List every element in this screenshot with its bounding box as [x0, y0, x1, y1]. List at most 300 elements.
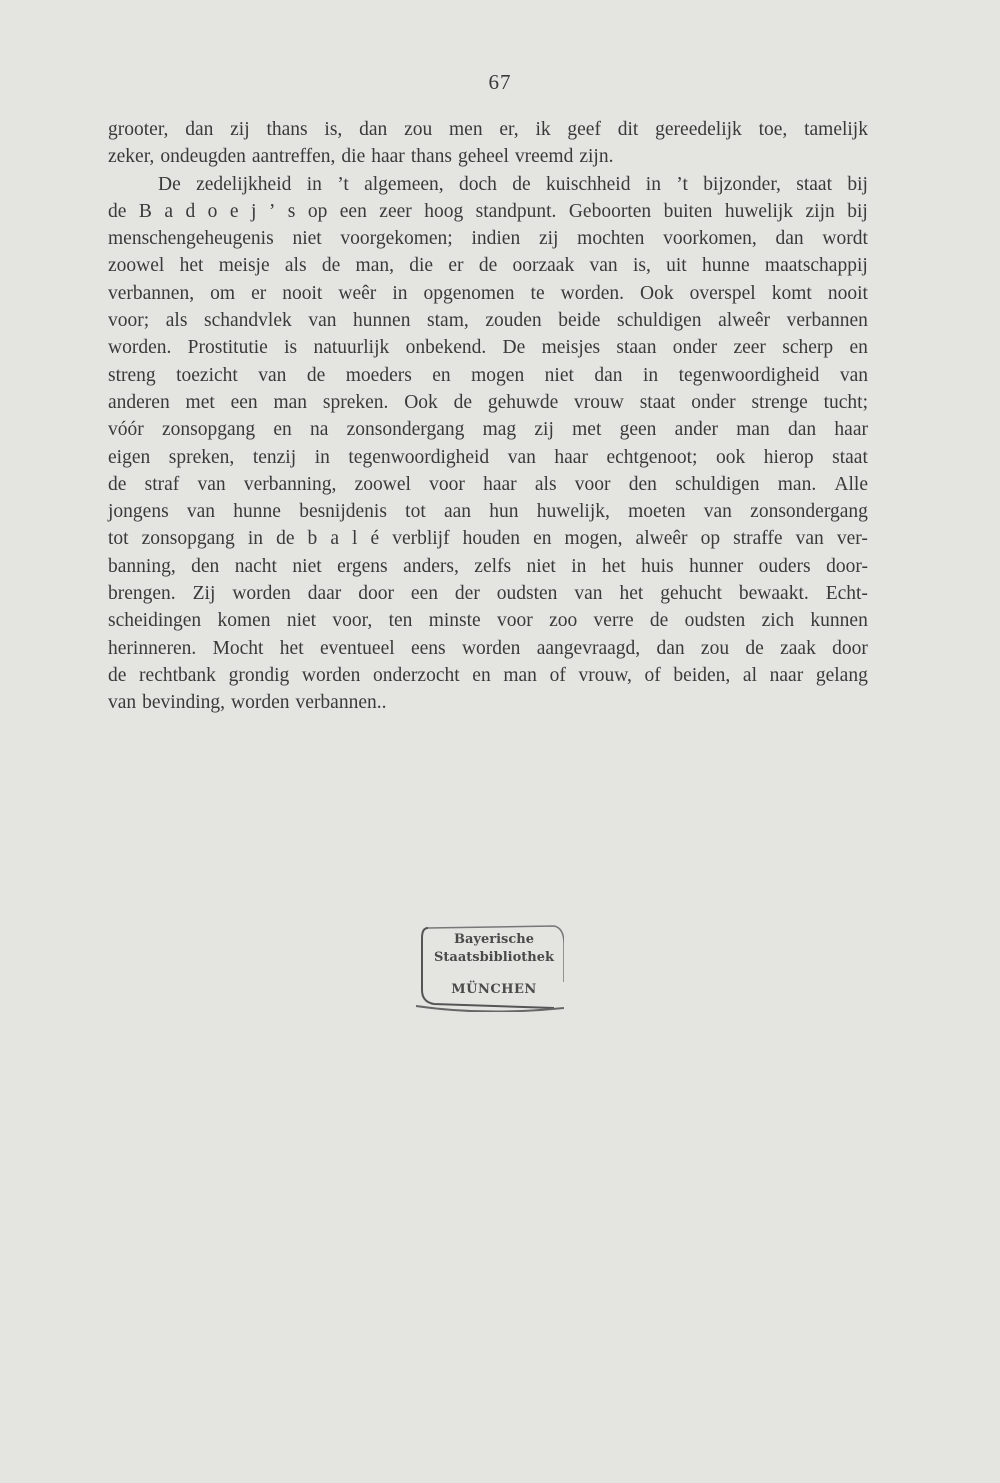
- word: jongens: [108, 501, 169, 523]
- word: zoo: [549, 610, 578, 632]
- word: onderzocht: [373, 664, 460, 686]
- word: het: [279, 637, 304, 659]
- word: indien: [471, 228, 521, 250]
- word: tamelijk: [804, 119, 868, 140]
- word: worden.: [560, 282, 624, 304]
- word: mochten: [577, 228, 645, 250]
- text-line: [108, 689, 868, 716]
- word: den: [628, 473, 657, 495]
- word: als: [284, 255, 307, 277]
- word: de: [478, 255, 498, 277]
- word: voorgekomen;: [340, 228, 453, 250]
- word: schandvlek: [204, 310, 292, 332]
- word: zonsondergang: [750, 501, 868, 523]
- word: in: [306, 173, 322, 195]
- word: om: [210, 282, 236, 304]
- word: alweêr: [718, 310, 771, 332]
- word: s: [287, 200, 296, 222]
- word: van: [839, 364, 868, 386]
- word: zonsopgang: [141, 528, 235, 550]
- text-line: [108, 116, 868, 143]
- word: opgenomen: [423, 282, 515, 304]
- word: is,: [324, 119, 343, 140]
- word: kunnen: [810, 610, 868, 632]
- word: haar: [834, 419, 868, 441]
- word: onder: [672, 337, 718, 359]
- word: van: [186, 501, 216, 523]
- word: met: [185, 391, 215, 413]
- text-line: [108, 171, 868, 198]
- word: nooit: [282, 282, 323, 304]
- word: van: [308, 310, 337, 332]
- word: zedelijkheid: [196, 173, 292, 195]
- word: geef: [567, 119, 601, 140]
- word: door: [832, 637, 868, 659]
- word: bewaakt.: [738, 583, 809, 605]
- word: moeders: [345, 364, 412, 386]
- word: met: [572, 419, 602, 441]
- word: toezicht: [176, 364, 238, 386]
- stamp-line-3: MÜNCHEN: [451, 982, 537, 997]
- word: straf: [144, 473, 180, 495]
- word: verbannen: [786, 310, 868, 332]
- word: weêr: [338, 282, 377, 304]
- text-line: [108, 607, 868, 634]
- word: daar: [307, 583, 342, 605]
- word: menschengeheugenis: [108, 228, 274, 250]
- word: hunner: [689, 555, 744, 577]
- word: mag: [482, 419, 517, 441]
- word: grondig: [228, 664, 290, 686]
- word: oudsten: [684, 610, 746, 632]
- word: van: [108, 692, 137, 714]
- text-line: [108, 471, 868, 498]
- word: maatschappij: [764, 255, 868, 277]
- word: j: [250, 200, 257, 222]
- word: hoog: [424, 200, 464, 222]
- word: in: [314, 446, 330, 468]
- word: brengen.: [108, 583, 176, 605]
- word: op: [307, 200, 328, 222]
- word: haar: [371, 146, 405, 168]
- word: zaak: [780, 637, 816, 659]
- word: dan: [594, 364, 623, 386]
- word: en: [472, 664, 491, 686]
- word: de: [108, 664, 127, 686]
- word: zoowel: [108, 255, 165, 277]
- word: spreken.: [322, 391, 389, 413]
- word: de: [745, 637, 764, 659]
- word: d: [185, 200, 196, 222]
- word: tenzij: [252, 446, 297, 468]
- word: zij: [534, 419, 554, 441]
- word: bij: [847, 173, 868, 195]
- word: van: [507, 446, 536, 468]
- text-line: [108, 362, 868, 389]
- word: onbekend.: [405, 337, 487, 359]
- word: eens: [410, 637, 446, 659]
- word: zouden: [485, 310, 542, 332]
- word: strenge: [751, 391, 808, 413]
- word: doch: [459, 173, 497, 195]
- word: zijn.: [579, 146, 614, 168]
- word: der: [454, 583, 480, 605]
- text-line: [108, 498, 868, 525]
- word: zij: [230, 119, 250, 140]
- word: ten: [388, 610, 413, 632]
- word: standpunt.: [475, 200, 557, 222]
- word: Ook: [404, 391, 438, 413]
- word: bij: [847, 200, 868, 222]
- word: Ook: [640, 282, 674, 304]
- word: haar: [554, 446, 588, 468]
- word: worden: [232, 583, 291, 605]
- word: is: [284, 337, 298, 359]
- word: aantreffen,: [251, 146, 336, 168]
- word: worden.: [108, 337, 172, 359]
- word: voor: [497, 610, 533, 632]
- word: a: [164, 200, 173, 222]
- word: of: [644, 664, 661, 686]
- word: zij: [538, 228, 559, 250]
- text-line: [108, 525, 868, 552]
- word: De: [502, 337, 526, 359]
- word: overspel: [689, 282, 756, 304]
- word: na: [310, 419, 329, 441]
- word: staan: [616, 337, 657, 359]
- text-line: [108, 635, 868, 662]
- word: het: [619, 583, 644, 605]
- word: is,: [632, 255, 651, 277]
- word: zeer: [379, 200, 412, 222]
- word: het: [179, 255, 204, 277]
- word: ’t: [337, 173, 349, 195]
- word: man.: [777, 473, 817, 495]
- text-line: [108, 280, 868, 307]
- word: toe,: [758, 119, 788, 140]
- word: mogen,: [564, 528, 623, 550]
- word: van: [795, 528, 824, 550]
- word: a: [330, 528, 339, 550]
- word: Prostitutie: [187, 337, 268, 359]
- word: man: [503, 664, 537, 686]
- word: door-: [826, 555, 868, 577]
- text-line: [108, 334, 868, 361]
- word: vrouw: [574, 391, 624, 413]
- word: stam,: [427, 310, 469, 332]
- word: staat: [639, 391, 676, 413]
- word: man: [273, 391, 308, 413]
- word: l: [352, 528, 358, 550]
- word: b: [307, 528, 318, 550]
- word: vrouw,: [578, 664, 632, 686]
- word: hunne: [233, 501, 281, 523]
- word: worden: [231, 692, 290, 714]
- word: eventueel: [319, 637, 395, 659]
- word: er,: [499, 119, 519, 140]
- word: voor: [429, 473, 465, 495]
- word: zijn: [805, 200, 835, 222]
- word: verbannen,: [108, 282, 195, 304]
- word: als: [165, 310, 188, 332]
- text-line: [108, 662, 868, 689]
- word: niet: [292, 228, 322, 250]
- text-line: [108, 225, 868, 252]
- word: Echt-: [825, 583, 868, 605]
- word: minste: [428, 610, 481, 632]
- word: tucht;: [823, 391, 868, 413]
- word: die: [409, 255, 434, 277]
- text-line: [108, 389, 868, 416]
- word: een: [230, 391, 258, 413]
- word: vóór: [108, 419, 144, 441]
- word: thans: [410, 146, 452, 168]
- word: De: [158, 173, 181, 195]
- word: dan: [656, 637, 685, 659]
- word: verre: [593, 610, 634, 632]
- word: de: [453, 391, 473, 413]
- word: staat: [832, 446, 868, 468]
- text-line: [108, 252, 868, 279]
- word: algemeen,: [364, 173, 444, 195]
- word: er: [448, 255, 464, 277]
- text-line: [108, 444, 868, 471]
- word: de: [321, 255, 341, 277]
- word: tegenwoordigheid: [678, 364, 820, 386]
- text-line: [108, 553, 868, 580]
- word: ’: [268, 200, 276, 222]
- word: dan: [775, 228, 804, 250]
- word: de: [108, 473, 127, 495]
- word: kuischheid: [545, 173, 631, 195]
- word: banning,: [108, 555, 176, 577]
- text-line: [108, 143, 868, 170]
- word: zoowel: [354, 473, 411, 495]
- word: ver-: [836, 528, 868, 550]
- word: natuurlijk: [313, 337, 390, 359]
- word: Zij: [192, 583, 216, 605]
- word: komt: [771, 282, 812, 304]
- word: thans: [266, 119, 308, 140]
- word: spreken,: [168, 446, 235, 468]
- word: in: [645, 173, 661, 195]
- word: te: [530, 282, 545, 304]
- word: zou: [404, 119, 433, 140]
- word: beiden,: [673, 664, 731, 686]
- text-line: [108, 416, 868, 443]
- word: aan: [444, 501, 472, 523]
- stamp-line-2: Staatsbibliothek: [434, 950, 554, 965]
- word: staat: [796, 173, 832, 195]
- word: beide: [558, 310, 601, 332]
- word: huis: [641, 555, 674, 577]
- word: de: [512, 173, 531, 195]
- word: dan: [185, 119, 214, 140]
- word: als: [534, 473, 557, 495]
- word: komen: [217, 610, 271, 632]
- word: zich: [761, 610, 795, 632]
- word: eigen: [108, 446, 151, 468]
- word: uit: [666, 255, 687, 277]
- word: op: [700, 528, 721, 550]
- word: in: [392, 282, 408, 304]
- word: rechtbank: [139, 664, 216, 686]
- word: die: [341, 146, 366, 168]
- word: van: [258, 364, 287, 386]
- word: of: [549, 664, 566, 686]
- word: de: [108, 200, 127, 222]
- word: zonsopgang: [161, 419, 256, 441]
- word: een: [410, 583, 438, 605]
- word: man,: [355, 255, 394, 277]
- word: verbannen..: [295, 692, 387, 714]
- word: in: [247, 528, 264, 550]
- word: in: [571, 555, 587, 577]
- word: meisjes: [541, 337, 601, 359]
- word: een: [339, 200, 367, 222]
- word: en: [273, 419, 292, 441]
- word: voor;: [108, 310, 150, 332]
- word: anderen: [108, 391, 170, 413]
- word: tot: [405, 501, 426, 523]
- word: door: [358, 583, 394, 605]
- word: onder: [691, 391, 736, 413]
- word: é: [370, 528, 380, 550]
- word: gehuwde: [487, 391, 559, 413]
- word: gelang: [815, 664, 868, 686]
- word: voorkomen,: [663, 228, 757, 250]
- word: grooter,: [108, 119, 169, 140]
- word: hunnen: [353, 310, 411, 332]
- word: en: [849, 337, 868, 359]
- word: niet: [286, 610, 317, 632]
- word: hierop: [763, 446, 814, 468]
- stamp-line-1: Bayerische: [454, 932, 534, 947]
- word: verblijf: [392, 528, 450, 550]
- word: B: [138, 200, 152, 222]
- word: gehucht: [660, 583, 722, 605]
- word: en: [533, 528, 552, 550]
- word: man: [736, 419, 770, 441]
- word: zeker,: [108, 146, 155, 168]
- word: zeer: [733, 337, 766, 359]
- word: ondeugden: [160, 146, 246, 168]
- word: ergens: [337, 555, 388, 577]
- word: er: [251, 282, 267, 304]
- text-line: [108, 198, 868, 225]
- word: Alle: [834, 473, 868, 495]
- word: oudsten: [496, 583, 558, 605]
- word: hunne: [701, 255, 750, 277]
- word: schuldigen: [617, 310, 702, 332]
- word: worden: [301, 664, 361, 686]
- word: oorzaak: [512, 255, 575, 277]
- word: de: [306, 364, 326, 386]
- word: verbanning,: [243, 473, 337, 495]
- word: dan: [359, 119, 388, 140]
- word: Mocht: [212, 637, 264, 659]
- word: niet: [292, 555, 322, 577]
- word: ik: [535, 119, 551, 140]
- word: bijzonder,: [703, 173, 781, 195]
- word: mogen: [471, 364, 525, 386]
- word: herinneren.: [108, 637, 197, 659]
- word: voor,: [332, 610, 373, 632]
- word: van: [197, 473, 226, 495]
- word: de: [276, 528, 295, 550]
- word: zonsondergang: [346, 419, 465, 441]
- word: de: [649, 610, 669, 632]
- word: vreemd: [514, 146, 574, 168]
- text-line: [108, 307, 868, 334]
- word: naar: [769, 664, 804, 686]
- word: van: [589, 255, 618, 277]
- word: geen: [619, 419, 657, 441]
- word: haar: [483, 473, 517, 495]
- word: echtgenoot;: [606, 446, 698, 468]
- word: besnijdenis: [299, 501, 387, 523]
- word: in: [642, 364, 659, 386]
- word: ’t: [676, 173, 688, 195]
- word: tegenwoordigheid: [348, 446, 490, 468]
- word: houden: [462, 528, 521, 550]
- text-line: [108, 580, 868, 607]
- word: en: [432, 364, 451, 386]
- word: streng: [108, 364, 156, 386]
- word: huwelijk: [724, 200, 794, 222]
- word: van: [703, 501, 732, 523]
- word: den: [191, 555, 220, 577]
- word: dit: [617, 119, 639, 140]
- word: worden: [461, 637, 521, 659]
- word: bevinding,: [142, 692, 226, 714]
- word: moeten: [628, 501, 686, 523]
- word: huwelijk,: [536, 501, 610, 523]
- word: o: [207, 200, 218, 222]
- word: nacht: [234, 555, 277, 577]
- word: niet: [544, 364, 574, 386]
- word: straffe: [733, 528, 783, 550]
- page-number: 67: [488, 70, 512, 94]
- word: ouders: [758, 555, 811, 577]
- word: ander: [674, 419, 718, 441]
- word: Geboorten: [568, 200, 652, 222]
- word: het: [601, 555, 626, 577]
- word: schuldigen: [675, 473, 760, 495]
- word: scherp: [782, 337, 834, 359]
- word: voor: [574, 473, 611, 495]
- word: van: [574, 583, 603, 605]
- word: gereedelijk: [655, 119, 742, 140]
- word: tot: [108, 528, 129, 550]
- word: zelfs: [474, 555, 512, 577]
- word: hun: [489, 501, 519, 523]
- library-stamp: [414, 920, 564, 1012]
- word: meisje: [218, 255, 270, 277]
- word: scheidingen: [108, 610, 202, 632]
- word: wordt: [822, 228, 868, 250]
- word: e: [229, 200, 239, 222]
- word: ook: [716, 446, 746, 468]
- word: niet: [526, 555, 556, 577]
- word: zou: [700, 637, 730, 659]
- word: al: [742, 664, 757, 686]
- word: dan: [788, 419, 817, 441]
- word: aangevraagd,: [536, 637, 641, 659]
- word: buiten: [663, 200, 713, 222]
- word: geheel: [457, 146, 509, 168]
- word: alweêr: [635, 528, 688, 550]
